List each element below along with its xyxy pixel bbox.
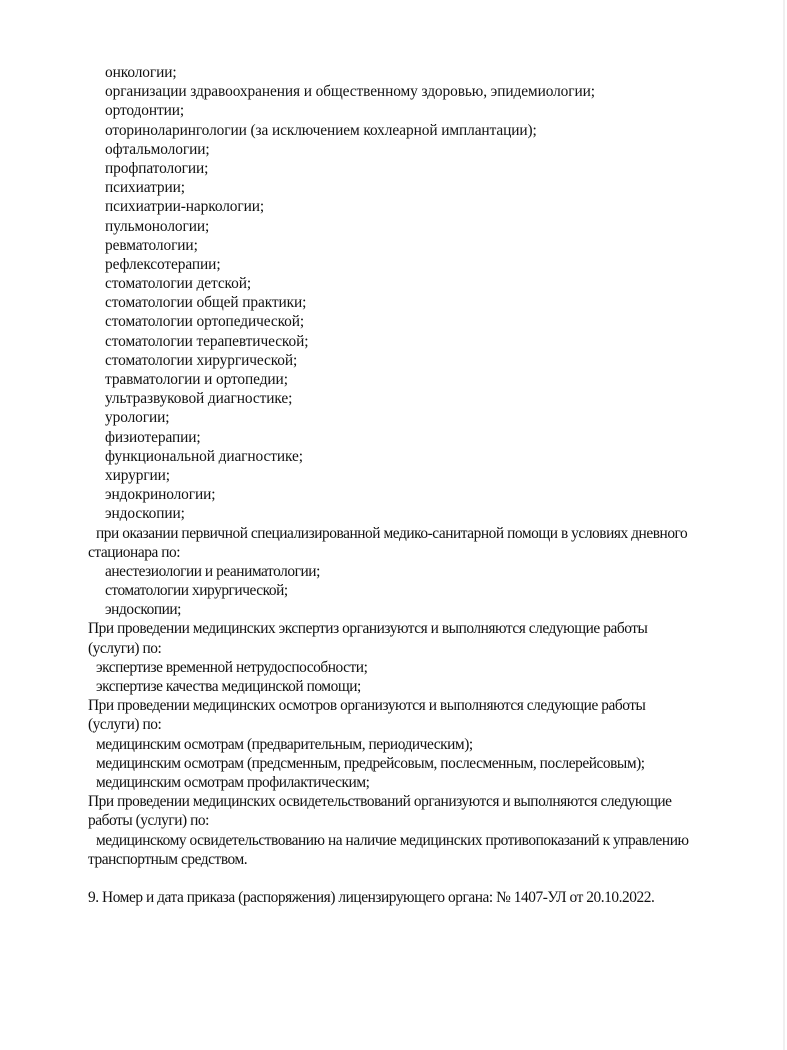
list-item: хирургии; [105,466,170,484]
list-item: физиотерапии; [105,428,201,446]
list-item: эндоскопии; [105,505,185,523]
list-item: медицинскому освидетельствованию на наличие медицинских противопоказаний к управлению [96,831,689,849]
list-item: психиатрии; [105,179,185,197]
list-item: организации здравоохранения и общественному здоровью, эпидемиологии; [105,83,595,101]
section-heading-continued: стационара по: [88,543,181,561]
list-item: ортодонтии; [105,102,185,120]
list-item: медицинским осмотрам (предварительным, периодическим); [96,735,473,753]
list-item: эндокринологии; [105,486,216,504]
list-item: психиатрии-наркологии; [105,198,265,216]
section-heading-continued: работы (услуги) по: [88,812,209,830]
section-heading: при оказании первичной специализированной медико-санитарной помощи в условиях дневного [96,524,688,542]
list-item: медицинским осмотрам (предсменным, предрейсовым, послесменным, послерейсовым); [96,754,645,772]
list-item: экспертизе качества медицинской помощи; [96,678,361,695]
list-item: функциональной диагностике; [105,447,303,465]
list-item: ревматологии; [105,236,198,254]
list-item: рефлексотерапии; [105,255,221,273]
list-item: эндоскопии; [105,601,182,619]
list-item: стоматологии терапевтической; [105,332,309,350]
list-item: профпатологии; [105,159,209,177]
certification-section [88,792,758,869]
list-item: стоматологии общей практики; [105,294,307,312]
order-number-line: 9. Номер и дата приказа (распоряжения) лицензирующего органа: № 1407-УЛ от 20.10.2022. [88,889,655,907]
section-heading: При проведении медицинских освидетельствований организуются и выполняются следующие [88,793,672,811]
list-item: офтальмологии; [105,140,210,158]
list-item: стоматологии хирургической; [105,351,298,369]
list-item: стоматологии ортопедической; [105,313,305,331]
list-item: оториноларингологии (за исключением кохлеарной имплантации); [105,121,537,139]
list-item: экспертизе временной нетрудоспособности; [96,658,368,676]
section-heading-continued: (услуги) по: [88,639,162,657]
list-item: онкологии; [105,64,177,81]
section-heading-continued: (услуги) по: [88,716,162,734]
list-item: пульмонологии; [105,217,210,235]
list-item: урологии; [105,409,170,427]
spacer [88,869,758,888]
list-item: анестезиологии и реаниматологии; [105,562,320,580]
list-item-continued: транспортным средством. [88,850,248,868]
specialties-list [88,63,758,524]
page-edge [783,0,785,1050]
document-body [88,63,758,907]
section-heading: При проведении медицинских экспертиз организуются и выполняются следующие работы [88,620,648,638]
list-item: ультразвуковой диагностике; [105,390,293,408]
list-item: стоматологии детской; [105,275,252,293]
section-heading: При проведении медицинских осмотров организуются и выполняются следующие работы [88,697,646,715]
day-hospital-section [88,524,758,620]
examinations-section [88,696,758,792]
expertise-section [88,619,758,696]
list-item: медицинским осмотрам профилактическим; [96,773,370,791]
list-item: травматологии и ортопедии; [105,371,288,388]
list-item: стоматологии хирургической; [105,582,288,600]
